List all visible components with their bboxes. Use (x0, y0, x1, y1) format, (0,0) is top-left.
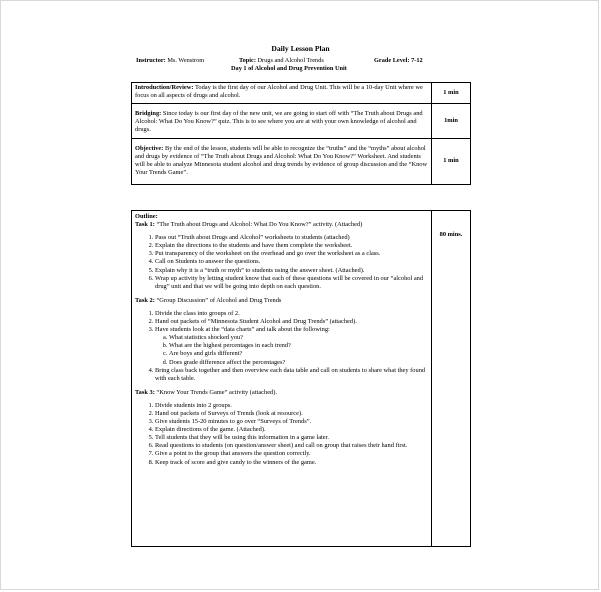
list-item: 1. Divide students into 2 groups. (155, 402, 428, 410)
list-item: 1. Pass out “Truth about Drugs and Alcohol” worksheets to students (attached) (155, 234, 428, 242)
list-item-text: Have students look at the “data charts” and talk about the following: (155, 326, 330, 334)
section-text (132, 83, 432, 104)
task-label: Task 3: (135, 388, 155, 396)
instructor-line (136, 57, 204, 65)
sub-list-item: a. What statistics shocked you? (169, 334, 428, 342)
day-line: Day 1 of Alcohol and Drug Prevention Unit (231, 65, 347, 72)
task-title: “Know Your Trends Game” activity (attached). (154, 388, 277, 396)
list-item: 5. Explain why it is a “truth or myth” to students using the answer sheet. (Attached). (155, 267, 428, 275)
list-item: 5. Tell students that they will be using this information in a game later. (155, 434, 428, 442)
section-row-introduction (132, 83, 471, 104)
task-1-steps (135, 234, 428, 291)
instructor-value: Ms. Wenstrom (167, 57, 205, 64)
task-label: Task 2: (135, 296, 155, 304)
task-3 (135, 389, 428, 397)
section-body: Since today is our first day of the new unit, we are going to start off with “The Truth about Drugs and Alcohol: What Do You Know?” quiz. This is to see where you are at with your own knowledge of alcohol and drugs. (135, 110, 423, 134)
list-item: 4. Bring class back together and then overview each data table and call on students to share what they found with each table. (155, 367, 428, 383)
lesson-sections-table (131, 82, 471, 185)
task-title: “Group Discussion” of Alcohol and Drug Trends (154, 296, 282, 304)
list-item: 4. Call on Students to answer the questions. (155, 258, 428, 266)
section-time: 1 min (432, 139, 471, 185)
list-item: 3. Put transparency of the worksheet on the overhead and go over the worksheet as a class. (155, 250, 428, 258)
list-item: 3. Give students 15-20 minutes to go over “Surveys of Trends”. (155, 418, 428, 426)
task-1 (135, 221, 428, 229)
outline-table (131, 210, 471, 547)
page-title: Daily Lesson Plan (271, 44, 330, 53)
list-item: 4. Explain directions of the game. (Attached). (155, 426, 428, 434)
section-text (132, 139, 432, 185)
grade-level: Grade Level: 7-12 (374, 57, 423, 64)
list-item: 2. Explain the directions to the students and have them complete the worksheet. (155, 242, 428, 250)
topic-line (239, 57, 324, 65)
section-label: Introduction/Review: (135, 84, 194, 91)
section-label: Objective: (135, 145, 164, 152)
section-label: Bridging: (135, 110, 162, 117)
task-title: “The Truth about Drugs and Alcohol: What Do You Know?” activity. (Attached) (154, 221, 363, 229)
list-item: 8. Keep track of score and give candy to the winners of the game. (155, 459, 428, 467)
section-row-objective (132, 139, 471, 185)
outline-content (132, 211, 432, 547)
topic-value: Drugs and Alcohol Trends (257, 57, 324, 64)
list-item: 1. Divide the class into groups of 2. (155, 310, 428, 318)
task-label: Task 1: (135, 221, 155, 229)
topic-label: Topic: (239, 57, 256, 64)
section-body: By the end of the lesson, students will be able to recognize the “truths” and the “myths” about alcohol and drugs by evidence of “The Truth about Drugs and Alcohol: What Do You Know?” Worksheet. And students will be able to analyze Minnesota student alcohol and drug trends by evidence of group discussion and the “Know Your Trends Game”. (135, 145, 428, 177)
task-2-substeps (155, 334, 428, 366)
list-item: 7. Give a point to the group that answers the question correctly. (155, 450, 428, 458)
section-time: 1min (432, 104, 471, 139)
sub-list-item: b. What are the highest percentages in each trend? (169, 342, 428, 350)
task-2-steps (135, 310, 428, 383)
section-time: 1 min (432, 83, 471, 104)
sub-list-item: c. Are boys and girls different? (169, 350, 428, 358)
document-header (0, 44, 601, 53)
sub-list-item: d. Does grade difference affect the percentages? (169, 359, 428, 367)
list-item (155, 326, 428, 366)
outline-time: 80 mins. (432, 211, 471, 547)
task-2 (135, 297, 428, 305)
list-item: 6. Wrap up activity by letting student know that each of these questions will be covered in our “alcohol and drug” unit and that we will be going into depth on each question. (155, 275, 428, 291)
section-body: Today is the first day of our Alcohol and Drug Unit. This will be a 10-day Unit where we focus on all aspects of drugs and alcohol. (135, 84, 423, 100)
section-row-bridging (132, 104, 471, 139)
list-item: 2. Hand out packets of Surveys of Trends (look at resource). (155, 410, 428, 418)
instructor-label: Instructor: (136, 57, 166, 64)
section-text (132, 104, 432, 139)
task-3-steps (135, 402, 428, 467)
list-item: 2. Hand out packets of “Minnesota Student Alcohol and Drug Trends” (attached). (155, 318, 428, 326)
list-item: 6. Read questions to students (on question/answer sheet) and call on group that raises their hand first. (155, 442, 428, 450)
outline-heading: Outline: (135, 213, 158, 220)
